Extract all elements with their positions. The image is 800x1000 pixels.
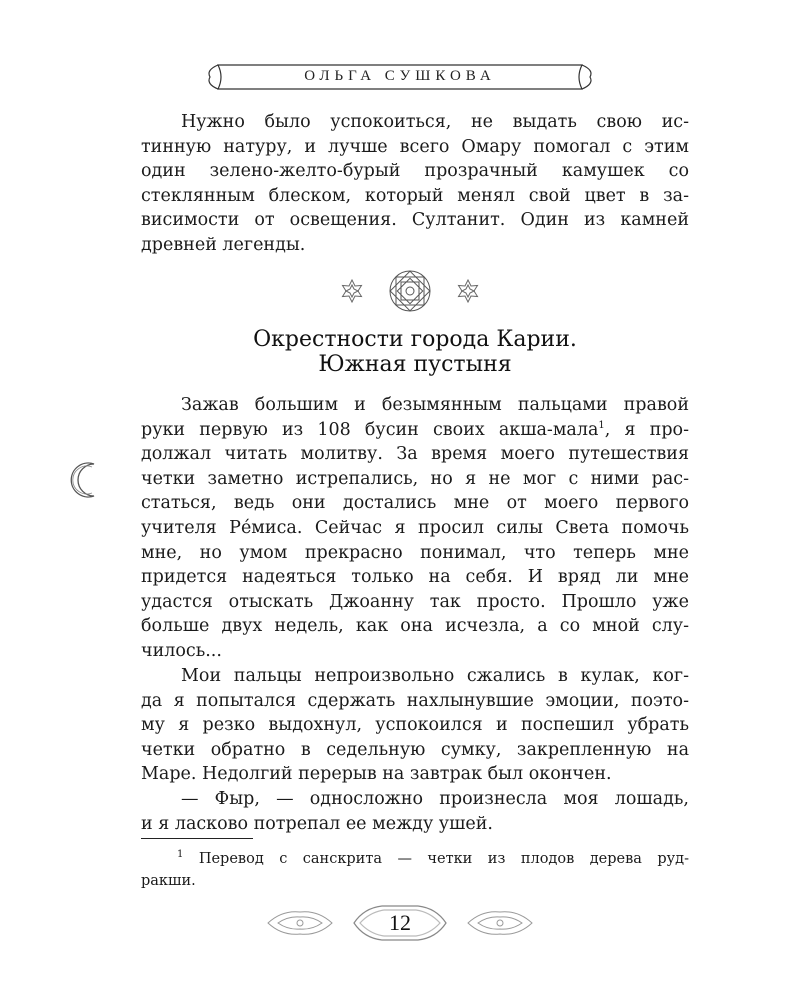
heading-line: Окрестности города Карии. <box>253 327 577 352</box>
text-line: руки первую из 108 бусин своих акша-мала$^1$, я про- <box>141 419 689 440</box>
star-ornament-icon <box>459 280 478 302</box>
text-line: придется надеяться только на себя. И вряд ли мне <box>141 567 689 588</box>
text-line: да я попытался сдержать нахлынувшие эмоции, поэто- <box>141 690 689 711</box>
crescent-moon-icon <box>64 460 108 500</box>
text-line: мне, но умом прекрасно понимал, что теперь мне <box>141 542 689 563</box>
paragraph-3 <box>141 664 689 787</box>
page-number: 12 <box>389 910 411 935</box>
knot-ornament-icon <box>390 271 430 311</box>
running-header <box>204 62 596 92</box>
section-heading <box>141 327 689 377</box>
text-line: Нужно было успокоиться, не выдать свою ис- <box>181 112 689 132</box>
text-line: висимости от освещения. Султанит. Один из камней <box>141 210 689 231</box>
paragraph-4 <box>141 787 689 836</box>
text-line: четки обратно в седельную сумку, закрепленную на <box>141 739 689 760</box>
text-line: — Фыр, — односложно произнесла моя лошадь, <box>181 789 689 809</box>
text-line: Зажав большим и безымянным пальцами правой <box>181 395 689 415</box>
footnote-mark: 1 <box>177 849 184 861</box>
footnote-rule <box>141 838 253 839</box>
text-line: чилось... <box>141 640 222 661</box>
footnote-line: ракши. <box>141 873 196 889</box>
text-line: му я резко выдохнул, успокоился и поспешил убрать <box>141 715 689 736</box>
text-line: Мои пальцы непроизвольно сжались в кулак, ког- <box>181 666 689 686</box>
text-line: удастся отыскать Джоанну так просто. Прошло уже <box>141 591 689 612</box>
footnote <box>141 848 689 892</box>
star-ornament-icon <box>343 280 362 302</box>
text-line: больше двух недель, как она исчезла, а со мной слу- <box>141 616 689 637</box>
text-line: стеклянным блеском, который менял свой цвет в за- <box>141 185 689 206</box>
footnote-line: $^1$ Перевод с санскрита — четки из плодов дерева руд- <box>177 849 689 867</box>
paragraph-1 <box>141 110 689 258</box>
text-line: статься, ведь они достались мне от моего первого <box>141 493 689 514</box>
text-line: один зелено-желто-бурый прозрачный камушек со <box>141 161 689 182</box>
text-line: четки заметно истрепались, но я не мог с ними рас- <box>141 468 689 489</box>
text-line: тинную натуру, и лучше всего Омару помогал с этим <box>141 136 689 157</box>
text-line: учителя Рéмиса. Сейчас я просил силы Света помочь <box>141 517 689 538</box>
section-divider-ornament <box>330 266 490 316</box>
page-number-bar <box>260 898 540 948</box>
text-line: должал читать молитву. За время моего путешествия <box>141 444 689 465</box>
text-line: древней легенды. <box>141 234 306 255</box>
heading-line: Южная пустыня <box>318 352 512 377</box>
author-name: ОЛЬГА СУШКОВА <box>304 68 496 84</box>
footnote-reference[interactable]: 1 <box>598 419 605 431</box>
paragraph-2 <box>141 393 689 664</box>
text-line: Маре. Недолгий перерыв на завтрак был окончен. <box>141 764 612 785</box>
text-line: и я ласково потрепал ее между ушей. <box>141 813 493 834</box>
